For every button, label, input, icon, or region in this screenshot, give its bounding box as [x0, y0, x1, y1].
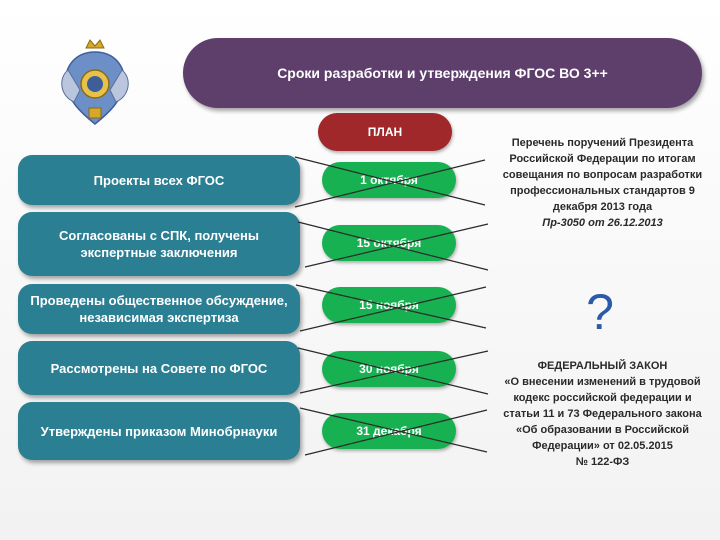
title-text: Сроки разработки и утверждения ФГОС ВО 3++	[277, 65, 608, 81]
orders-ref: Пр-3050 от 26.12.2013	[542, 217, 663, 229]
date-4: 30 ноября	[359, 362, 419, 376]
stage-3-label: Проведены общественное обсуждение, независимая экспертиза	[30, 293, 288, 325]
strike-1b	[295, 160, 485, 207]
stage-2-label: Согласованы с СПК, получены экспертные заключения	[59, 228, 259, 260]
date-1: 1 октября	[360, 173, 418, 187]
law-number: № 122-ФЗ	[575, 456, 630, 468]
strike-1a	[295, 157, 485, 205]
stage-5-label: Утверждены приказом Минобрнауки	[40, 423, 278, 439]
orders-block	[500, 135, 705, 231]
strike-3a	[296, 285, 486, 328]
date-3: 15 ноября	[359, 298, 419, 312]
law-block	[500, 358, 705, 470]
date-2: 15 октября	[356, 236, 422, 250]
plan-label: ПЛАН	[367, 125, 403, 139]
strike-5b	[305, 410, 487, 455]
stage-4-label: Рассмотрены на Совете по ФГОС	[50, 360, 268, 376]
strike-5a	[300, 408, 487, 452]
date-5: 31 декабря	[356, 424, 422, 438]
orders-text: Перечень поручений Президента Российской Федерации по итогам совещания по вопросам разработки профессиональных стандартов 9 декабря 2013 года	[502, 137, 703, 213]
strike-3b	[300, 287, 486, 331]
question-mark: ?	[586, 284, 614, 340]
stage-1-label: Проекты всех ФГОС	[93, 172, 225, 188]
law-title: ФЕДЕРАЛЬНЫЙ ЗАКОН	[537, 360, 668, 372]
law-body: «О внесении изменений в трудовой кодекс российской федерации и статьи 11 и 73 Федерального закона «Об образовании в Российской Федерации» от 02.05.2015	[503, 376, 702, 452]
